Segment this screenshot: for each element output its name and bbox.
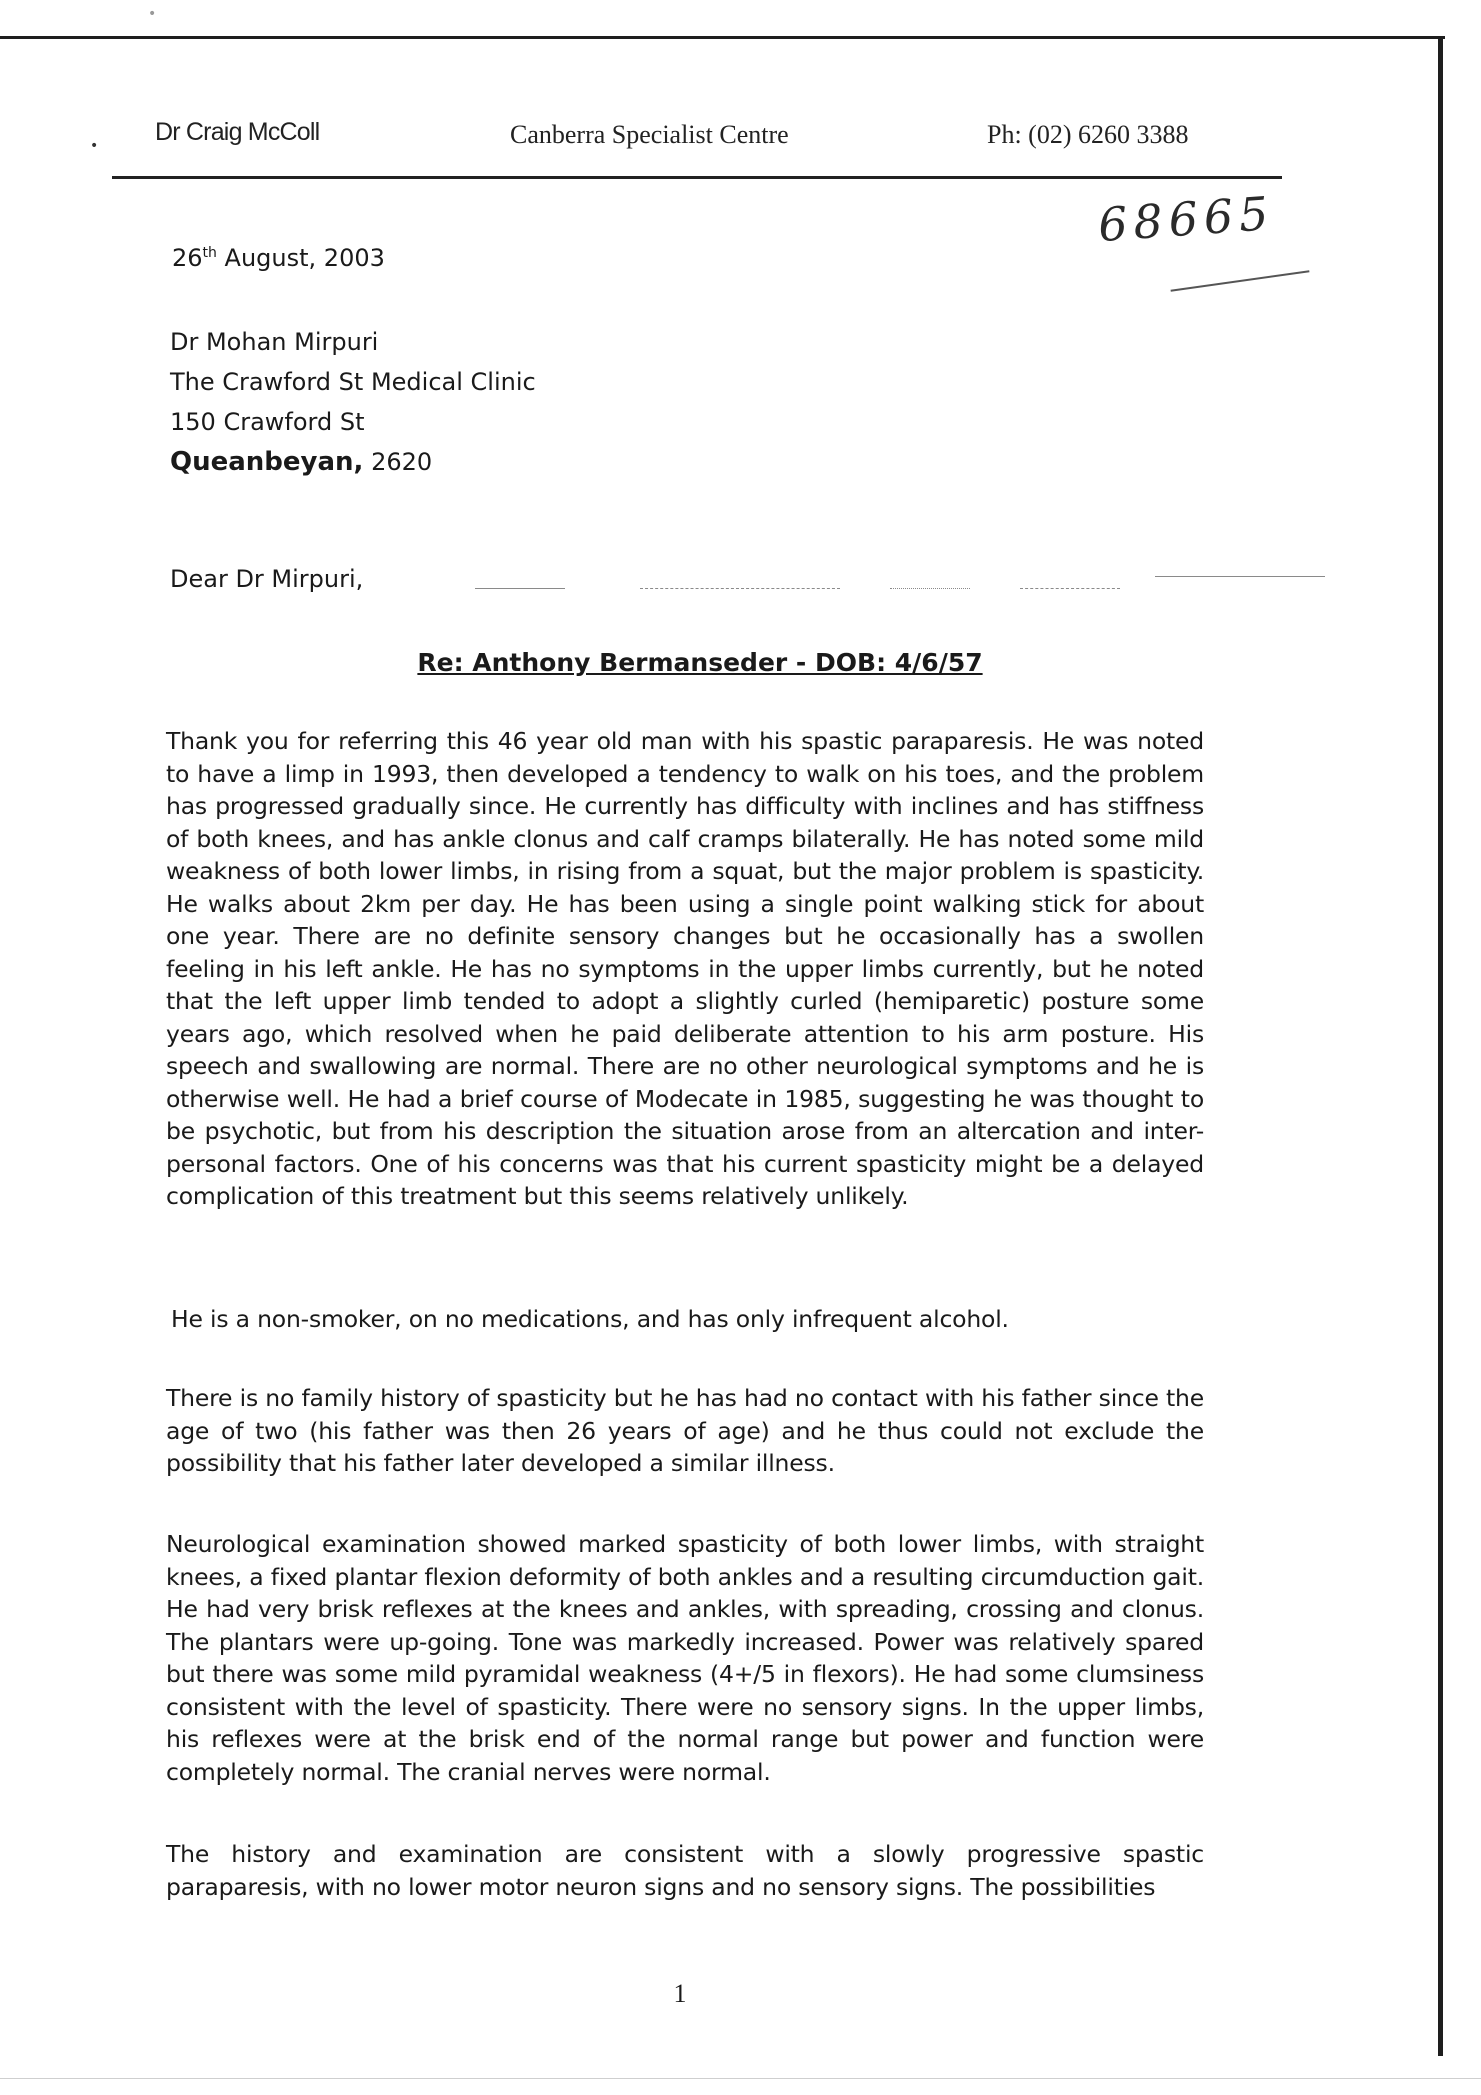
letterhead (155, 118, 1225, 158)
letterhead-phone: Ph: (02) 6260 3388 (987, 120, 1189, 149)
handwritten-reference-number: 68665 (1096, 185, 1277, 253)
page-bottom-edge (0, 2078, 1481, 2079)
recipient-street: 150 Crawford St (170, 408, 365, 436)
recipient-town: Queanbeyan, (170, 447, 364, 477)
page-number: 1 (673, 1979, 687, 2008)
scan-dash-line (640, 588, 840, 589)
scan-dash-line (475, 588, 565, 589)
recipient-clinic: The Crawford St Medical Clinic (170, 368, 536, 396)
letter-date (172, 244, 385, 272)
handwritten-stroke (1171, 270, 1310, 291)
date-day: 26 (172, 244, 203, 272)
scan-dash-line (1020, 588, 1120, 589)
recipient-postcode: 2620 (363, 448, 433, 476)
letter-paragraph: The history and examination are consistent with a slowly progressive spastic paraparesis, with no lower motor neuron signs and no sensory signs. The possibilities (166, 1840, 1204, 1901)
letterhead-rule (112, 176, 1282, 179)
letter-paragraph: There is no family history of spasticity but he has had no contact with his father since the age of two (his father was then 26 years of age) and he thus could not exclude the possibility that his father later developed a similar illness. (166, 1384, 1204, 1477)
recipient-town-line (170, 442, 536, 482)
scan-speck: • (90, 138, 99, 154)
recipient-name: Dr Mohan Mirpuri (170, 328, 379, 356)
salutation: Dear Dr Mirpuri, (170, 565, 364, 593)
letter-paragraph: He is a non-smoker, on no medications, and has only infrequent alcohol. (171, 1305, 1009, 1333)
scan-dash-line (1155, 576, 1325, 577)
page-top-border (0, 36, 1445, 39)
scan-dash-line (890, 588, 970, 589)
page-right-border (1438, 36, 1443, 2056)
scan-speck: • (148, 6, 157, 22)
letterhead-centre: Canberra Specialist Centre (510, 120, 789, 149)
letter-paragraph: Neurological examination showed marked spasticity of both lower limbs, with straight knees, a fixed plantar flexion deformity of both ankles and a resulting circumduction gait. He had very brisk reflexes at the knees and ankles, with spreading, crossing and clonus. The plantars were up-going. Tone was markedly increased. Power was relatively spared but there was some mild pyramidal weakness (4+/5 in flexors). He had some clumsiness consistent with the level of spasticity. There were no sensory signs. In the upper limbs, his reflexes were at the brisk end of the normal range but power and function were completely normal. The cranial nerves were normal. (166, 1530, 1204, 1786)
letterhead-doctor: Dr Craig McColl (155, 118, 320, 146)
letter-paragraph: Thank you for referring this 46 year old man with his spastic paraparesis. He was noted to have a limp in 1993, then developed a tendency to walk on his toes, and the problem has progressed gradually since. He currently has difficulty with inclines and has stiffness of both knees, and has ankle clonus and calf cramps bilaterally. He has noted some mild weakness of both lower limbs, in rising from a squat, but the major problem is spasticity. He walks about 2km per day. He has been using a single point walking stick for about one year. There are no definite sensory changes but he occasionally has a swollen feeling in his left ankle. He has no symptoms in the upper limbs currently, but he noted that the left upper limb tended to adopt a slightly curled (hemiparetic) posture some years ago, which resolved when he paid deliberate attention to his arm posture. His speech and swallowing are normal. There are no other neurological symptoms and he is otherwise well. He had a brief course of Modecate in 1985, suggesting he was thought to be psychotic, but from his description the situation arose from an altercation and inter-personal factors. One of his concerns was that his current spasticity might be a delayed complication of this treatment but this seems relatively unlikely. (166, 727, 1204, 1210)
date-suffix: th (202, 245, 217, 261)
subject-line: Re: Anthony Bermanseder - DOB: 4/6/57 (417, 648, 983, 677)
date-rest: August, 2003 (216, 244, 385, 272)
recipient-address (170, 322, 536, 482)
